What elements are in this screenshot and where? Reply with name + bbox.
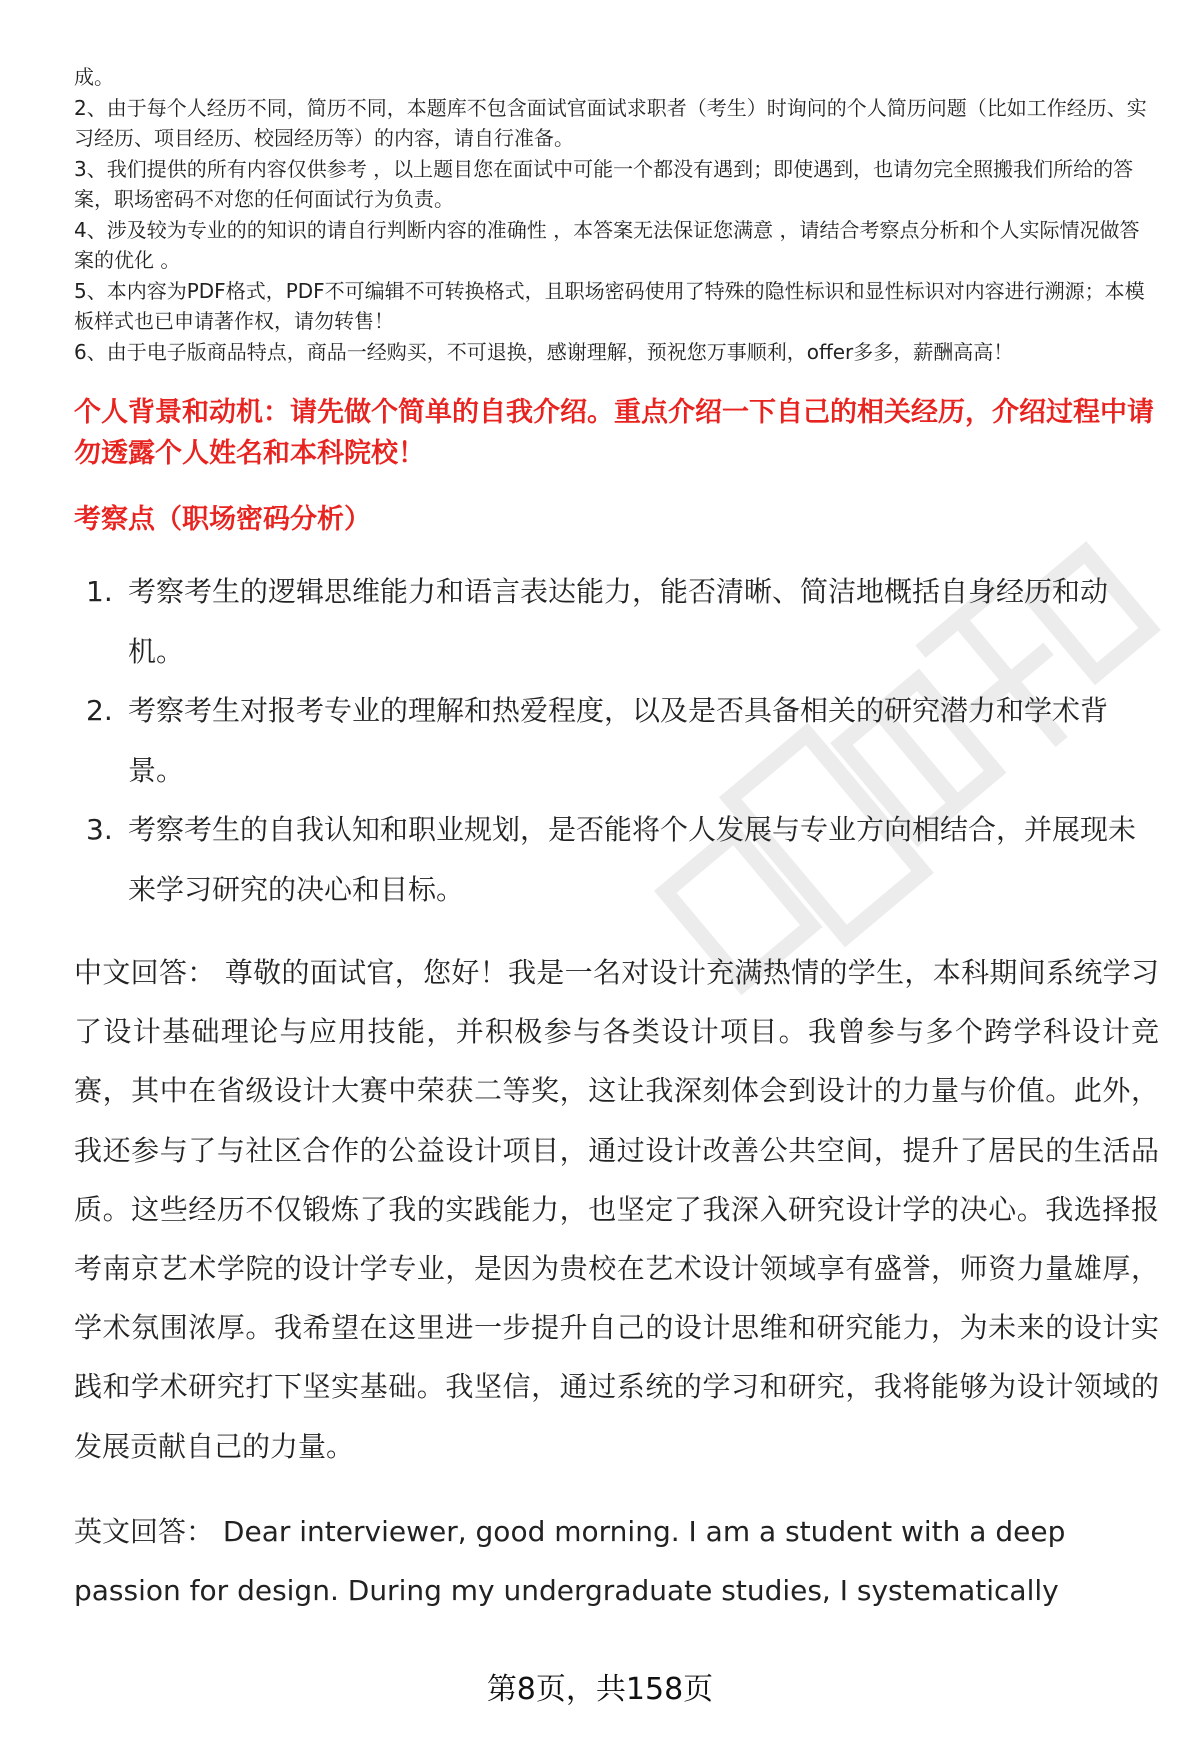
question-heading: 个人背景和动机：请先做个简单的自我介绍。重点介绍一下自己的相关经历，介绍过程中请勿透露个人姓名和本科院校！ [74, 397, 1154, 469]
analysis-heading: 考察点（职场密码分析） [74, 504, 371, 535]
note-item: 成。 [74, 65, 114, 89]
note-item: 5、本内容为PDF格式，PDF不可编辑不可转换格式，且职场密码使用了特殊的隐性标识和显性标识对内容进行溯源；本模板样式也已申请著作权，请勿转售！ [74, 278, 1145, 333]
note-item: 4、涉及较为专业的的知识的请自行判断内容的准确性 ，本答案无法保证您满意 ，请结合考察点分析和个人实际情况做答案的优化 。 [74, 217, 1140, 272]
english-answer-label: 英文回答： [74, 1514, 215, 1548]
chinese-answer [74, 943, 1159, 1476]
point-text: 考察考生对报考专业的理解和热爱程度，以及是否具备相关的研究潜力和学术背景。 [128, 694, 1109, 787]
analysis-point [74, 800, 1159, 919]
point-text: 考察考生的逻辑思维能力和语言表达能力，能否清晰、简洁地概括自身经历和动机。 [128, 575, 1109, 668]
notes-list [74, 62, 1159, 367]
english-answer [74, 1502, 1159, 1620]
point-text: 考察考生的自我认知和职业规划，是否能将个人发展与专业方向相结合，并展现未来学习研究的决心和目标。 [128, 813, 1137, 906]
note-item: 6、由于电子版商品特点，商品一经购买，不可退换，感谢理解，预祝您万事顺利，offer多多，薪酬高高！ [74, 339, 1014, 364]
note-item: 3、我们提供的所有内容仅供参考 ，以上题目您在面试中可能一个都没有遇到；即使遇到，也请勿完全照搬我们所给的答案，职场密码不对您的任何面试行为负责。 [74, 156, 1134, 211]
chinese-answer-label: 中文回答： [74, 956, 216, 989]
english-answer-text: Dear interviewer, good morning. I am a student with a deep passion for design. During my undergraduate studies, I systematically [74, 1514, 1066, 1608]
point-number: 1. [86, 575, 113, 608]
analysis-point [74, 681, 1159, 800]
chinese-answer-text: 尊敬的面试官，您好！我是一名对设计充满热情的学生，本科期间系统学习了设计基础理论与应用技能，并积极参与各类设计项目。我曾参与多个跨学科设计竞赛，其中在省级设计大赛中荣获二等奖，这让我深刻体会到设计的力量与价值。此外，我还参与了与社区合作的公益设计项目，通过设计改善公共空间，提升了居民的生活品质。这些经历不仅锻炼了我的实践能力，也坚定了我深入研究设计学的决心。我选择报考南京艺术学院的设计学专业，是因为贵校在艺术设计领域享有盛誉，师资力量雄厚，学术氛围浓厚。我希望在这里进一步提升自己的设计思维和研究能力，为未来的设计实践和学术研究打下坚实基础。我坚信，通过系统的学习和研究，我将能够为设计领域的发展贡献自己的力量。 [74, 956, 1159, 1463]
point-number: 3. [86, 813, 113, 846]
page-footer: 第8页，共158页 [486, 1672, 714, 1707]
page-content [74, 62, 1159, 1620]
analysis-point [74, 562, 1159, 681]
note-item: 2、由于每个人经历不同，简历不同，本题库不包含面试官面试求职者（考生）时询问的个人简历问题（比如工作经历、实习经历、项目经历、校园经历等）的内容，请自行准备。 [74, 95, 1147, 150]
point-number: 2. [86, 694, 113, 727]
analysis-points [74, 562, 1159, 919]
